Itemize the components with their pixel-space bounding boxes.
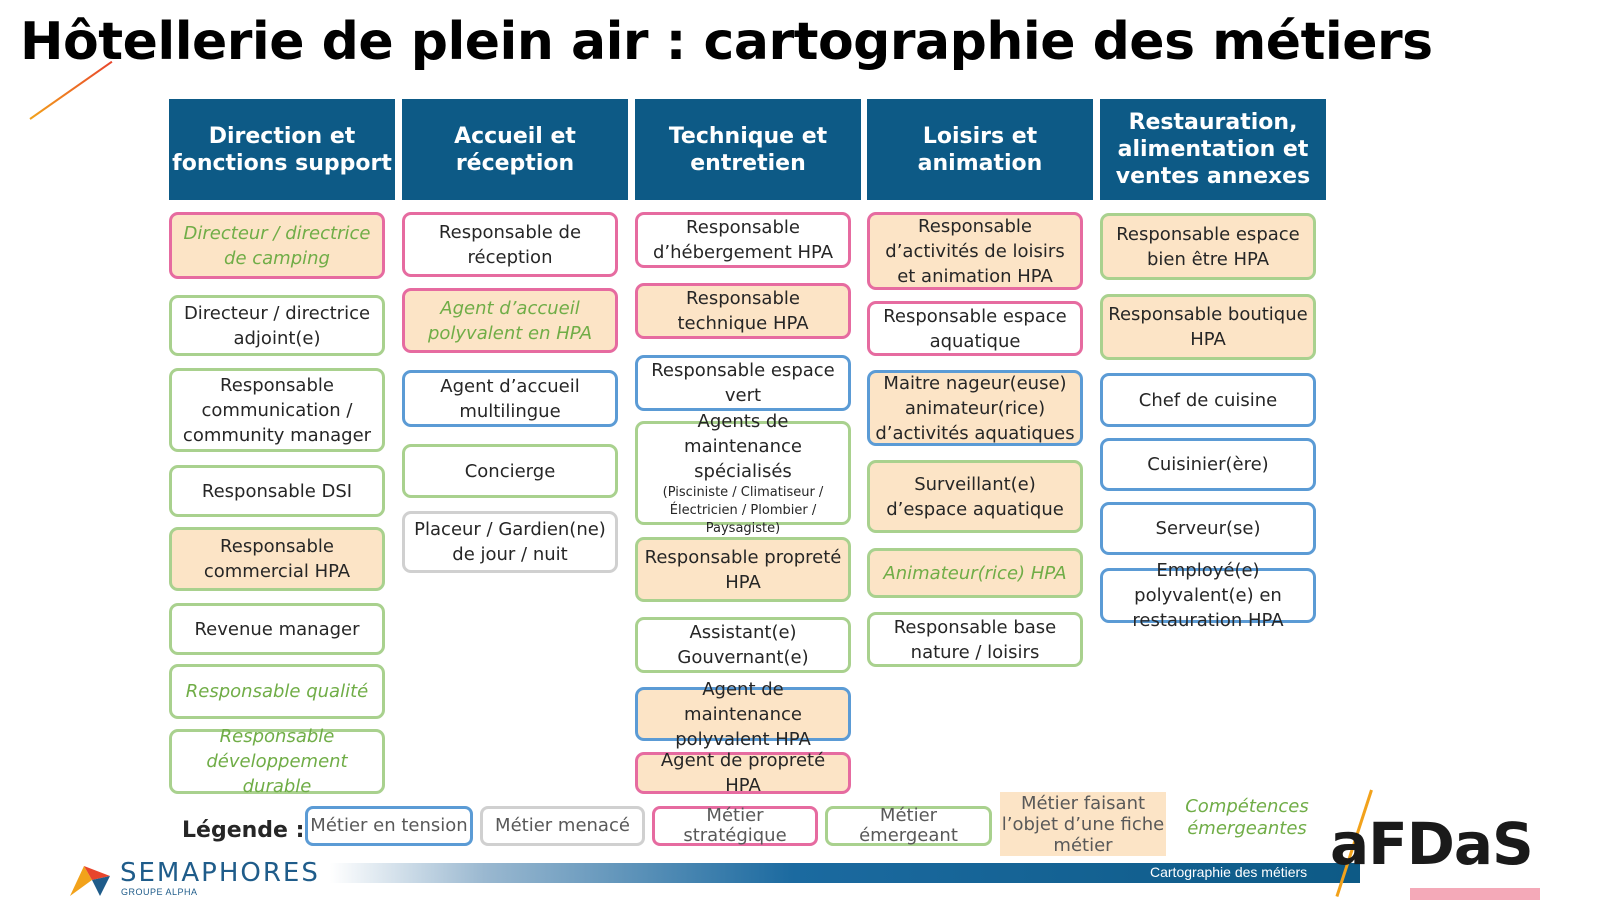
footer-caption: Cartographie des métiers (1150, 864, 1308, 880)
job-card: Responsable boutique HPA (1100, 294, 1316, 360)
job-card: Responsable base nature / loisirs (867, 612, 1083, 667)
job-card: Surveillant(e) d’espace aquatique (867, 460, 1083, 533)
decorative-bar (1410, 888, 1540, 900)
legend-fiche: Métier faisant l’objet d’une fiche métier (1001, 792, 1165, 856)
legend-emergeant: Métier émergeant (825, 806, 992, 846)
job-card: Placeur / Gardien(ne) de jour / nuit (402, 511, 618, 573)
job-card: Responsable espace vert (635, 355, 851, 411)
column-header-accueil: Accueil et réception (402, 99, 628, 200)
job-card: Responsable développement durable (169, 729, 385, 794)
job-card: Responsable propreté HPA (635, 537, 851, 602)
job-card: Responsable DSI (169, 465, 385, 517)
job-card: Responsable qualité (169, 664, 385, 719)
job-card: Revenue manager (169, 603, 385, 655)
job-card: Concierge (402, 444, 618, 498)
job-card: Cuisinier(ère) (1100, 438, 1316, 491)
job-card: Employé(e) polyvalent(e) en restauration HPA (1100, 568, 1316, 623)
job-card: Agents de maintenance spécialisés (Pisciniste / Climatiseur / Électricien / Plombier / Paysagiste) (635, 421, 851, 525)
job-card: Responsable d’activités de loisirs et animation HPA (867, 212, 1083, 290)
job-card: Agent d’accueil multilingue (402, 370, 618, 427)
job-card: Agent de maintenance polyvalent HPA (635, 687, 851, 741)
job-card: Responsable technique HPA (635, 283, 851, 339)
column-header-direction: Direction et fonctions support (169, 99, 395, 200)
column-header-loisirs: Loisirs et animation (867, 99, 1093, 200)
legend-menace: Métier menacé (480, 806, 645, 846)
afdas-logo: aFDaS (1330, 810, 1533, 878)
job-card: Responsable commercial HPA (169, 527, 385, 591)
semaphores-logo-icon (70, 860, 110, 896)
job-card: Directeur / directrice de camping (169, 212, 385, 279)
job-card: Agent de propreté HPA (635, 752, 851, 794)
column-header-technique: Technique et entretien (635, 99, 861, 200)
job-card: Responsable espace bien être HPA (1100, 213, 1316, 280)
legend-tension: Métier en tension (305, 806, 473, 846)
job-card-detail: (Pisciniste / Climatiseur / Électricien / Plombier / Paysagiste) (662, 484, 824, 536)
job-card: Directeur / directrice adjoint(e) (169, 295, 385, 356)
legend-label: Légende : (182, 818, 305, 843)
job-card: Responsable communication / community manager (169, 368, 385, 452)
legend-strategique: Métier stratégique (652, 806, 818, 846)
semaphores-logo-subtitle: GROUPE ALPHA (121, 887, 198, 897)
job-card: Responsable espace aquatique (867, 301, 1083, 356)
semaphores-logo-text: SEMAPHORES (120, 858, 320, 888)
job-card: Maitre nageur(euse) animateur(rice) d’activités aquatiques (867, 370, 1083, 446)
job-card: Responsable d’hébergement HPA (635, 212, 851, 268)
page-title: Hôtellerie de plein air : cartographie des métiers (20, 12, 1433, 72)
job-card: Assistant(e) Gouvernant(e) (635, 617, 851, 673)
job-card: Chef de cuisine (1100, 373, 1316, 427)
column-header-restauration: Restauration, alimentation et ventes annexes (1100, 99, 1326, 200)
job-card: Responsable de réception (402, 212, 618, 277)
legend-competences: Compétences émergeantes (1185, 796, 1309, 839)
job-card: Animateur(rice) HPA (867, 548, 1083, 598)
job-card: Agent d’accueil polyvalent en HPA (402, 288, 618, 353)
job-card: Serveur(se) (1100, 502, 1316, 555)
